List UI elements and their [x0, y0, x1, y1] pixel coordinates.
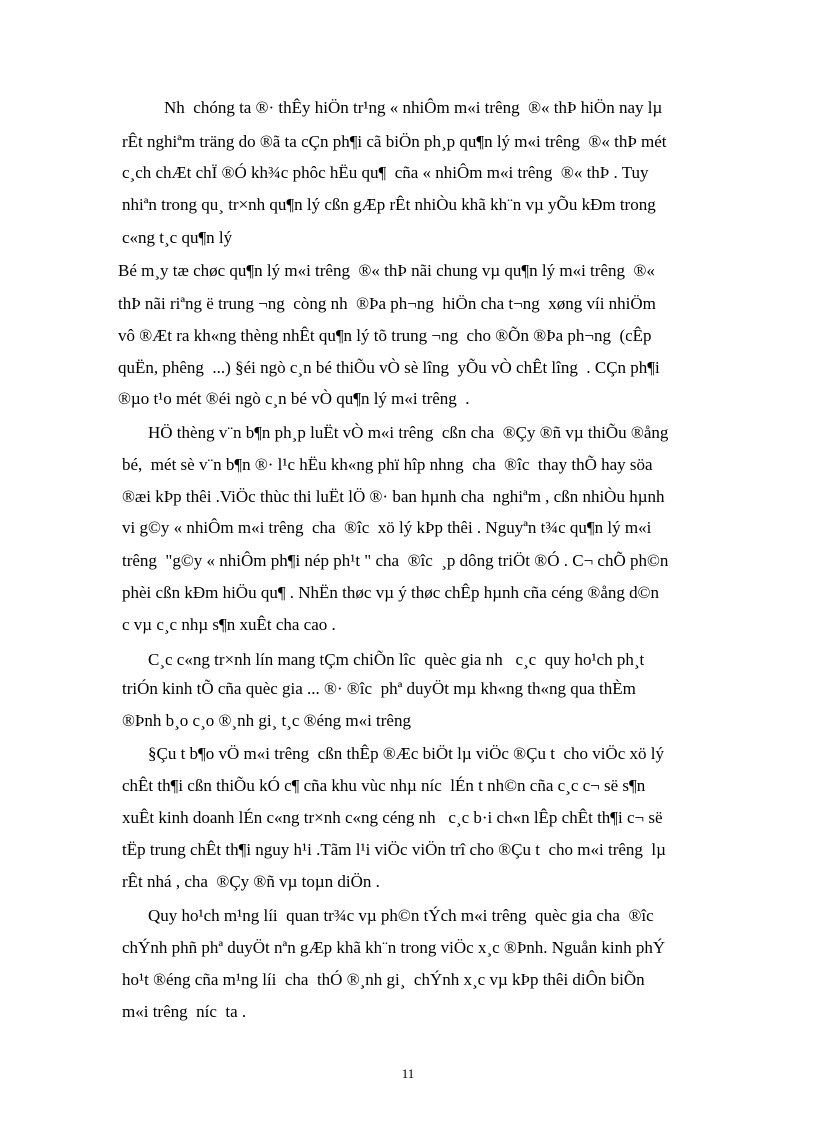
text-line: c vµ c¸c nhµ s¶n xuÊt cha cao .	[122, 615, 336, 634]
text-line: ®Þnh b¸o c¸o ®¸nh gi¸ t¸c ®éng m«i trêng	[122, 711, 411, 730]
text-line: vi g©y « nhiÔm m«i trêng cha ®îc xö lý kÞp thêi . Nguyªn t¾c qu¶n lý m«i	[122, 518, 652, 537]
text-line: phèi cßn kÐm hiÖu qu¶ . NhËn thøc vµ ý thøc chÊp hµnh cña céng ®ång d©n	[122, 583, 660, 602]
text-line: quËn, phêng ...) §éi ngò c¸n bé thiÕu vÒ sè lîng yÕu vÒ chÊt lîng . CÇn ph¶i	[118, 358, 660, 377]
text-line: triÓn kinh tÕ cña quèc gia ... ®· ®îc phª duyÖt mµ kh«ng th«ng qua thÈm	[122, 679, 636, 698]
text-line: c«ng t¸c qu¶n lý	[122, 228, 233, 247]
text-line: c¸ch chÆt chÏ ®Ó kh¾c phôc hËu qu¶ cña « nhiÔm m«i trêng ®« thÞ . Tuy	[122, 163, 649, 182]
text-line: tËp trung chÊt th¶i nguy h¹i .Tãm l¹i viÖc viÖn trî cho ®Çu t cho m«i trêng lµ	[122, 840, 666, 859]
text-line: chÊt th¶i cßn thiÕu kÓ c¶ cña khu vùc nhµ níc lÉn t nh©n cña c¸c c¬ së s¶n	[122, 776, 646, 795]
text-line: chÝnh phñ phª duyÖt nªn gÆp khã kh¨n trong viÖc x¸c ®Þnh. Nguån kinh phÝ	[122, 938, 666, 957]
text-line: HÖ thèng v¨n b¶n ph¸p luËt vÒ m«i trêng cßn cha ®Çy ®ñ vµ thiÕu ®ång	[148, 423, 669, 442]
text-line: rÊt nhá , cha ®Çy ®ñ vµ toµn diÖn .	[122, 872, 380, 891]
text-line: C¸c c«ng tr×nh lín mang tÇm chiÕn lîc quèc gia nh c¸c quy ho¹ch ph¸t	[148, 650, 645, 669]
text-line: xuÊt kinh doanh lÉn c«ng tr×nh c«ng céng nh c¸c b·i ch«n lÊp chÊt th¶i c¬ së	[122, 808, 663, 827]
text-line: thÞ nãi riªng ë trung ¬ng còng nh ®Þa ph¬ng hiÖn cha t¬ng xøng víi nhiÖm	[118, 294, 656, 313]
text-line: Nh chóng ta ®· thÊy hiÖn tr¹ng « nhiÔm m«i trêng ®« thÞ hiÖn nay lµ	[164, 98, 663, 117]
text-line: m«i trêng níc ta .	[122, 1002, 247, 1021]
text-line: rÊt nghiªm träng do ®ã ta cÇn ph¶i cã biÖn ph¸p qu¶n lý m«i trêng ®« thÞ mét	[122, 132, 667, 151]
text-line: Quy ho¹ch m¹ng líi quan tr¾c vµ ph©n tÝch m«i trêng quèc gia cha ®îc	[148, 906, 654, 925]
text-line: ®æi kÞp thêi .ViÖc thùc thi luËt lÖ ®· ban hµnh cha nghiªm , cßn nhiÒu hµnh	[122, 487, 665, 506]
text-line: ho¹t ®éng cña m¹ng líi cha thÓ ®¸nh gi¸ chÝnh x¸c vµ kÞp thêi diÔn biÕn	[122, 970, 645, 989]
text-line: vô ®Æt ra kh«ng thèng nhÊt qu¶n lý tõ trung ¬ng cho ®Õn ®Þa ph¬ng (cÊp	[118, 326, 652, 345]
page-number: 11	[401, 1066, 415, 1081]
text-line: bé, mét sè v¨n b¶n ®· l¹c hËu kh«ng phï hîp nhng cha ®îc thay thÕ hay söa	[122, 455, 653, 474]
text-line: trêng "g©y « nhiÔm ph¶i nép ph¹t " cha ®îc ¸p dông triÖt ®Ó . C¬ chÕ ph©n	[122, 551, 669, 570]
text-line: nhiªn trong qu¸ tr×nh qu¶n lý cßn gÆp rÊt nhiÒu khã kh¨n vµ yÕu kÐm trong	[122, 195, 656, 214]
text-line: ®µo t¹o mét ®éi ngò c¸n bé vÒ qu¶n lý m«i trêng .	[118, 389, 470, 408]
text-line: §Çu t b¶o vÖ m«i trêng cßn thÊp ®Æc biÖt lµ viÖc ®Çu t cho viÖc xö lý	[148, 744, 664, 763]
text-line: Bé m¸y tæ chøc qu¶n lý m«i trêng ®« thÞ nãi chung vµ qu¶n lý m«i trêng ®«	[118, 261, 655, 280]
